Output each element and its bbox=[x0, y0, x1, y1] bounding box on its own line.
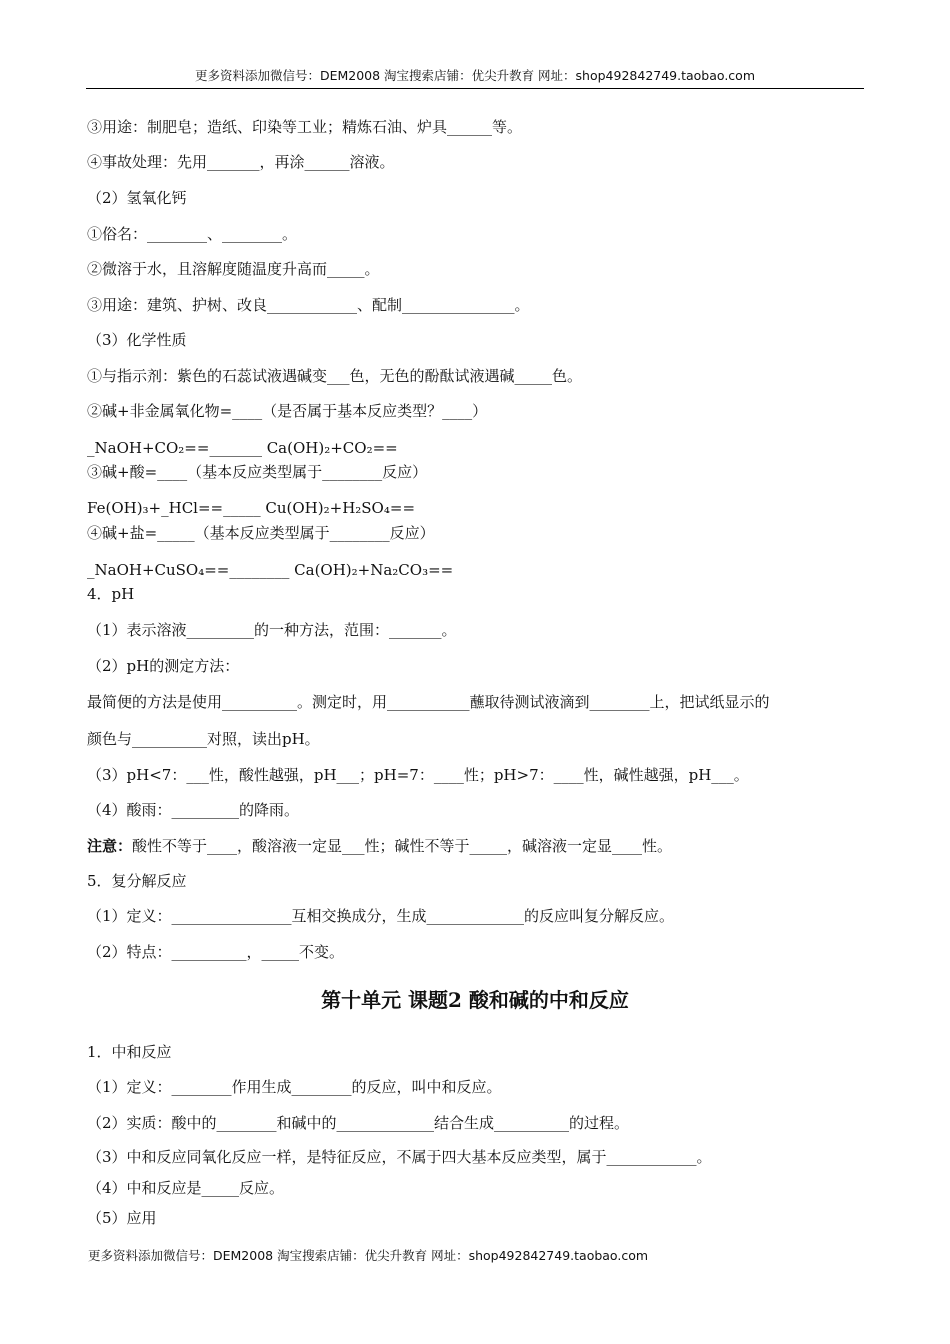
text-line: （3）中和反应同氧化反应一样，是特征反应，不属于四大基本反应类型，属于____________。 bbox=[87, 1148, 712, 1166]
section-heading: 1．中和反应 bbox=[87, 1043, 172, 1061]
equation-line: _NaOH+CO₂==_______ Ca(OH)₂+CO₂== bbox=[87, 439, 398, 457]
text-line: （4）中和反应是_____反应。 bbox=[87, 1179, 285, 1197]
text-line: （4）酸雨：_________的降雨。 bbox=[87, 801, 300, 819]
text-line: （3）pH<7：___性，酸性越强，pH___；pH=7：____性；pH>7：____性，碱性越强，pH___。 bbox=[87, 766, 749, 784]
text-line: （2）特点：__________，_____不变。 bbox=[87, 943, 345, 961]
text-line: ①与指示剂：紫色的石蕊试液遇碱变___色，无色的酚酞试液遇碱_____色。 bbox=[87, 367, 583, 385]
text-line: 最简便的方法是使用__________。测定时，用___________蘸取待测试液滴到________上，把试纸显示的 bbox=[87, 693, 770, 711]
equation-line: _NaOH+CuSO₄==________ Ca(OH)₂+Na₂CO₃== bbox=[87, 561, 454, 579]
text-line: （2）氢氧化钙 bbox=[87, 189, 187, 207]
text-line: ④碱+盐=_____（基本反应类型属于________反应） bbox=[87, 524, 435, 542]
lesson-title: 第十单元 课题2 酸和碱的中和反应 bbox=[321, 988, 629, 1012]
text-line: ③用途：制肥皂；造纸、印染等工业；精炼石油、炉具______等。 bbox=[87, 118, 523, 136]
text-line: ②碱+非金属氧化物=____（是否属于基本反应类型？____） bbox=[87, 402, 488, 420]
text-line: （2）pH的测定方法： bbox=[87, 657, 240, 675]
text-line: 颜色与__________对照，读出pH。 bbox=[87, 730, 320, 748]
text-line: ③碱+酸=____（基本反应类型属于________反应） bbox=[87, 463, 428, 481]
text-line: ④事故处理：先用_______，再涂______溶液。 bbox=[87, 153, 395, 171]
text-line: ②微溶于水，且溶解度随温度升高而_____。 bbox=[87, 260, 380, 278]
page-footer: 更多资料添加微信号：DEM2008 淘宝搜索店铺：优尖升教育 网址：shop492842749.taobao.com bbox=[88, 1248, 649, 1263]
text-line: （2）实质：酸中的________和碱中的_____________结合生成__________的过程。 bbox=[87, 1114, 630, 1132]
section-heading: 5．复分解反应 bbox=[87, 872, 187, 890]
text-line: ①俗名：________、________。 bbox=[87, 225, 298, 243]
text-line: ③用途：建筑、护树、改良____________、配制_______________。 bbox=[87, 296, 530, 314]
text-line: （1）定义：________作用生成________的反应，叫中和反应。 bbox=[87, 1078, 502, 1096]
note-label: 注意： bbox=[87, 837, 133, 855]
text-line: （1）定义：________________互相交换成分，生成_____________的反应叫复分解反应。 bbox=[87, 907, 675, 925]
text-line: （3）化学性质 bbox=[87, 331, 187, 349]
equation-line: Fe(OH)₃+_HCl==_____ Cu(OH)₂+H₂SO₄== bbox=[87, 499, 416, 517]
note-text: 酸性不等于____，酸溶液一定显___性；碱性不等于_____，碱溶液一定显____性。 bbox=[132, 837, 673, 855]
text-line: （5）应用 bbox=[87, 1209, 157, 1227]
text-line: （1）表示溶液_________的一种方法，范围：_______。 bbox=[87, 621, 457, 639]
note-line bbox=[87, 836, 672, 856]
page-header: 更多资料添加微信号：DEM2008 淘宝搜索店铺：优尖升教育 网址：shop492842749.taobao.com bbox=[86, 66, 864, 89]
section-heading: 4．pH bbox=[87, 585, 135, 603]
